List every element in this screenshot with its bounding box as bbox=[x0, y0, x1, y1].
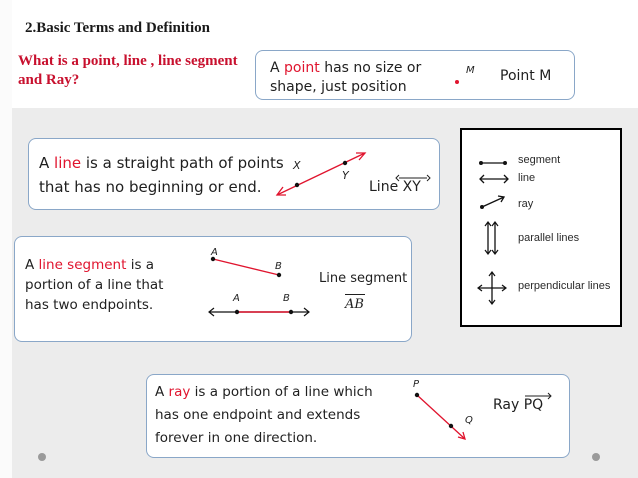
segment-symbol-icon bbox=[478, 158, 508, 168]
line-text-line1: is a straight path of points bbox=[81, 154, 284, 172]
point-definition-box bbox=[255, 50, 575, 100]
slide-question: What is a point, line , line segment and Ray? bbox=[18, 53, 238, 88]
segment-line-point-b-label: B bbox=[283, 293, 290, 304]
point-m-dot bbox=[455, 80, 459, 84]
decorative-dot-left bbox=[38, 453, 46, 461]
ray-point-p bbox=[415, 393, 419, 397]
notation-legend bbox=[460, 128, 622, 327]
point-term: point bbox=[284, 60, 320, 76]
line-figure bbox=[269, 149, 379, 205]
line-text-pre: A bbox=[39, 154, 55, 172]
ray-symbol-icon bbox=[478, 194, 508, 210]
line-caption: Line XY bbox=[369, 179, 421, 195]
segment-point-b-label: B bbox=[275, 261, 282, 272]
segment-point-a-label: A bbox=[211, 247, 218, 258]
segment-line-point-b bbox=[289, 310, 293, 314]
segment-caption-overline bbox=[345, 294, 365, 295]
ray-text-pre: A bbox=[155, 384, 169, 400]
line-symbol-icon bbox=[478, 174, 510, 184]
slide-heading: 2.Basic Terms and Definition bbox=[25, 20, 211, 36]
segment-text-line1: is a bbox=[126, 257, 155, 273]
segment-term: line segment bbox=[38, 257, 127, 273]
point-text-line2: shape, just position bbox=[270, 79, 407, 95]
ray-definition-text bbox=[155, 381, 373, 450]
segment-caption-line2: AB bbox=[345, 297, 364, 312]
ray-text-line3: forever in one direction. bbox=[155, 430, 318, 446]
ray-text-line2: has one endpoint and extends bbox=[155, 407, 361, 423]
segment-text-line2: portion of a line that bbox=[25, 277, 164, 293]
legend-parallel-label: parallel lines bbox=[518, 232, 580, 244]
legend-perpendicular-label: perpendicular lines bbox=[518, 280, 611, 292]
line-term: line bbox=[54, 154, 82, 172]
point-text-pre: A bbox=[270, 60, 285, 76]
parallel-lines-icon bbox=[482, 220, 502, 256]
ray-term: ray bbox=[168, 384, 191, 400]
segment-text-pre: A bbox=[25, 257, 39, 273]
point-caption: Point M bbox=[500, 68, 552, 84]
legend-segment-label: segment bbox=[518, 154, 561, 166]
ray-point-p-label: P bbox=[413, 379, 420, 390]
point-definition-text bbox=[270, 59, 421, 97]
segment-point-b bbox=[277, 273, 281, 277]
segment-definition-box bbox=[14, 236, 412, 342]
ray-point-q bbox=[449, 424, 453, 428]
legend-line-label: line bbox=[518, 172, 536, 184]
segment-line-figure bbox=[205, 305, 315, 319]
ray-overline-arrow bbox=[525, 393, 555, 399]
point-letter-label: M bbox=[466, 65, 475, 76]
line-xy-stroke bbox=[277, 153, 365, 195]
perpendicular-lines-icon bbox=[476, 270, 508, 306]
ray-caption: Ray PQ bbox=[493, 397, 544, 413]
ray-text-line1: is a portion of a line which bbox=[190, 384, 373, 400]
decorative-dot-right bbox=[592, 453, 600, 461]
line-point-y-label: Y bbox=[342, 169, 349, 182]
line-point-x-label: X bbox=[293, 159, 301, 172]
segment-line-point-a bbox=[235, 310, 239, 314]
point-text-line1: has no size or bbox=[319, 60, 422, 76]
line-overline-arrow bbox=[399, 175, 431, 181]
segment-line-point-a-label: A bbox=[233, 293, 240, 304]
line-definition-text bbox=[39, 151, 284, 199]
line-definition-box bbox=[28, 138, 440, 210]
legend-ray-label: ray bbox=[518, 198, 534, 210]
line-text-line2: that has no beginning or end. bbox=[39, 178, 262, 196]
line-point-x bbox=[295, 183, 299, 187]
ray-point-q-label: Q bbox=[465, 415, 473, 426]
ray-definition-box bbox=[146, 374, 570, 458]
left-band bbox=[0, 0, 12, 478]
segment-definition-text bbox=[25, 255, 163, 315]
segment-text-line3: has two endpoints. bbox=[25, 297, 154, 313]
line-point-y bbox=[343, 161, 347, 165]
segment-caption-line1: Line segment bbox=[319, 271, 408, 286]
